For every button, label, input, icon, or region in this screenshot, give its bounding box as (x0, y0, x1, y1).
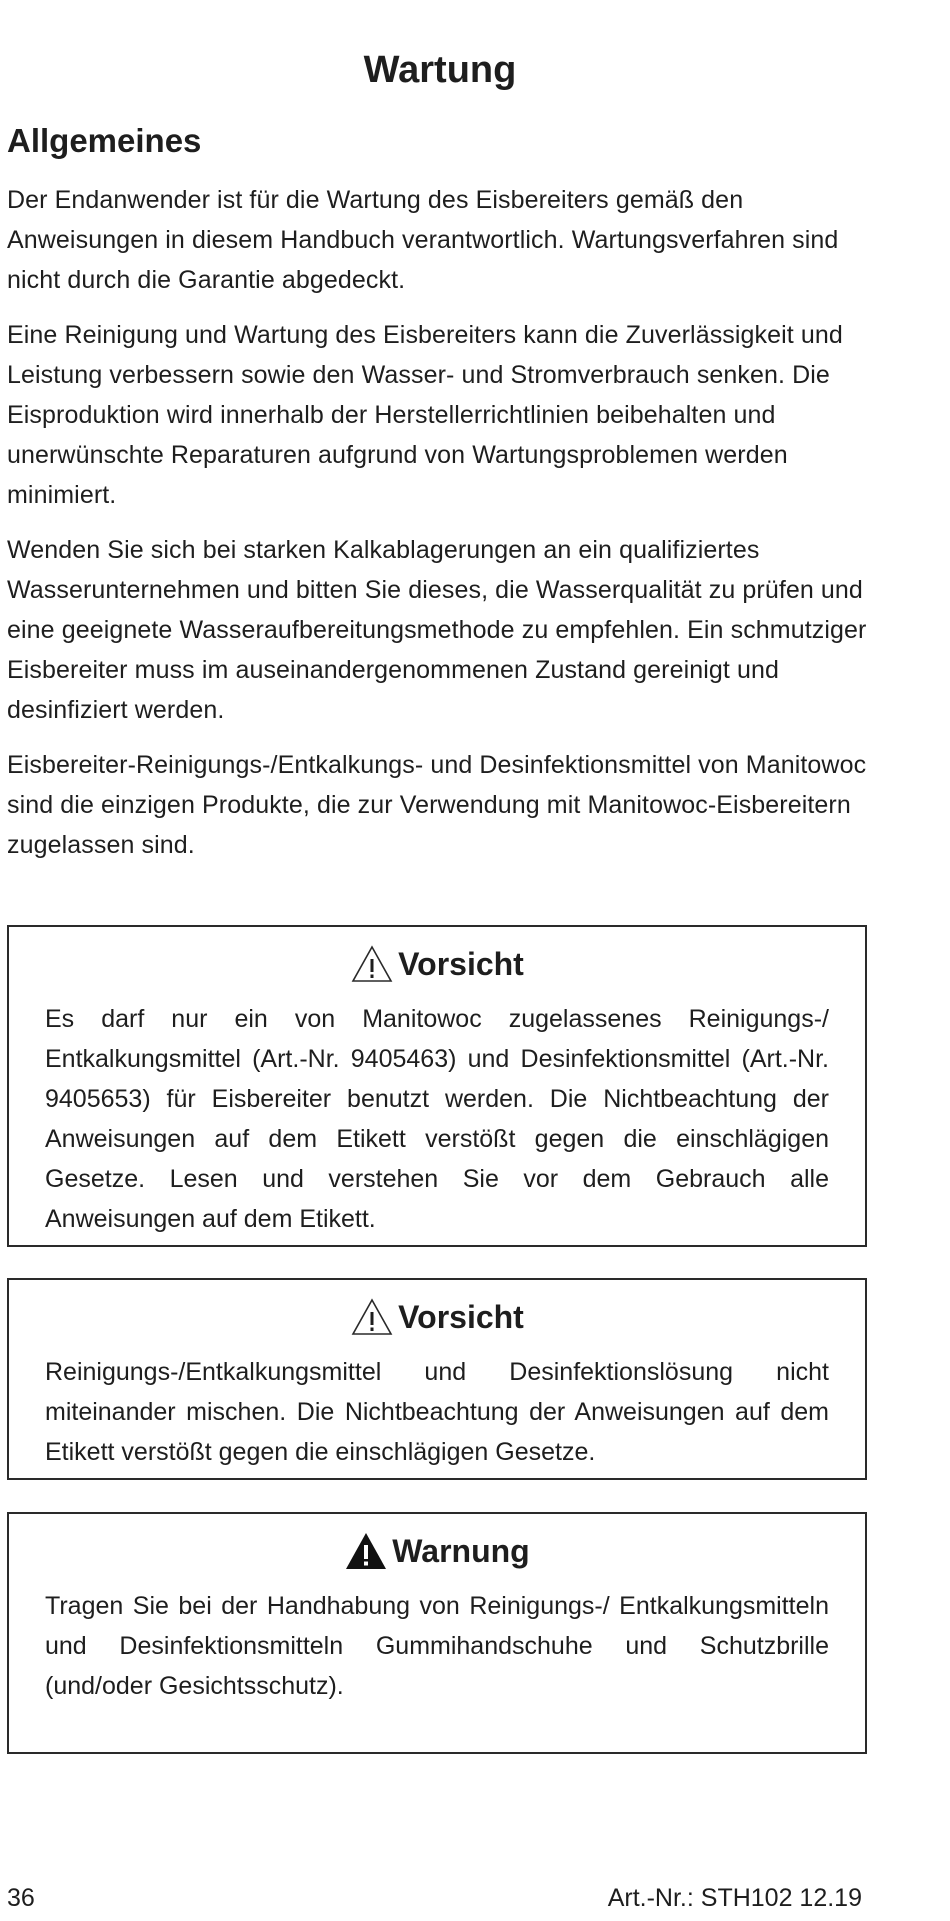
notice-label: Vorsicht (398, 1299, 524, 1335)
paragraph: Wenden Sie sich bei starken Kalkablagerungen an ein qualifiziertes Wasserunternehmen und bitten Sie dieses, die Wasserqualität zu prüfen und eine geeignete Wasseraufbereitungsmethode zu empfehlen. Ein schmutziger Eisbereiter muss im auseinandergenommenen Zustand gereinigt und desinfiziert werden. (7, 536, 867, 724)
page-title: Wartung (363, 49, 517, 91)
notice-header (9, 1526, 865, 1576)
notice-text: Tragen Sie bei der Handhabung von Reinigungs-/ Entkalkungsmitteln und Desinfektionsmitteln Gummihandschuhe und Schutzbrille (und/oder Gesichtsschutz). (45, 1592, 829, 1700)
caution-triangle-outline-icon (350, 1297, 394, 1337)
paragraph: Eisbereiter-Reinigungs-/Entkalkungs- und Desinfektionsmittel von Manitowoc sind die einzigen Produkte, die zur Verwendung mit Manitowoc-Eisbereitern zugelassen sind. (7, 751, 867, 859)
caution-box (7, 925, 867, 1247)
notice-text: Reinigungs-/Entkalkungsmittel und Desinfektionslösung nicht miteinander mischen. Die Nichtbeachtung der Anweisungen auf dem Etikett verstößt gegen die einschlägigen Gesetze. (45, 1358, 829, 1466)
body-text (7, 180, 887, 880)
page-number: 36 (7, 1884, 35, 1912)
paragraph: Eine Reinigung und Wartung des Eisbereiters kann die Zuverlässigkeit und Leistung verbessern sowie den Wasser- und Stromverbrauch senken. Die Eisproduktion wird innerhalb der Herstellerrichtlinien beibehalten und unerwünschte Reparaturen aufgrund von Wartungsproblemen werden minimiert. (7, 321, 843, 509)
notice-text: Es darf nur ein von Manitowoc zugelassenes Reinigungs-/ Entkalkungsmittel (Art.-Nr. 9405463) und Desinfektionsmittel (Art.-Nr. 9405653) für Eisbereiter benutzt werden. Die Nichtbeachtung der Anweisungen auf dem Etikett verstößt gegen die einschlägigen Gesetze. Lesen und verstehen Sie vor dem Gebrauch alle Anweisungen auf dem Etikett. (45, 1005, 829, 1233)
caution-box (7, 1278, 867, 1480)
notice-header (9, 1292, 865, 1342)
notice-label: Vorsicht (398, 946, 524, 982)
section-heading: Allgemeines (7, 122, 202, 159)
notice-label: Warnung (392, 1533, 530, 1569)
warning-box (7, 1512, 867, 1754)
paragraph: Der Endanwender ist für die Wartung des Eisbereiters gemäß den Anweisungen in diesem Handbuch verantwortlich. Wartungsverfahren sind nicht durch die Garantie abgedeckt. (7, 186, 839, 294)
warning-triangle-filled-icon (344, 1531, 388, 1571)
caution-triangle-outline-icon (350, 944, 394, 984)
notice-header (9, 939, 865, 989)
part-number: Art.-Nr.: STH102 12.19 (607, 1884, 862, 1912)
